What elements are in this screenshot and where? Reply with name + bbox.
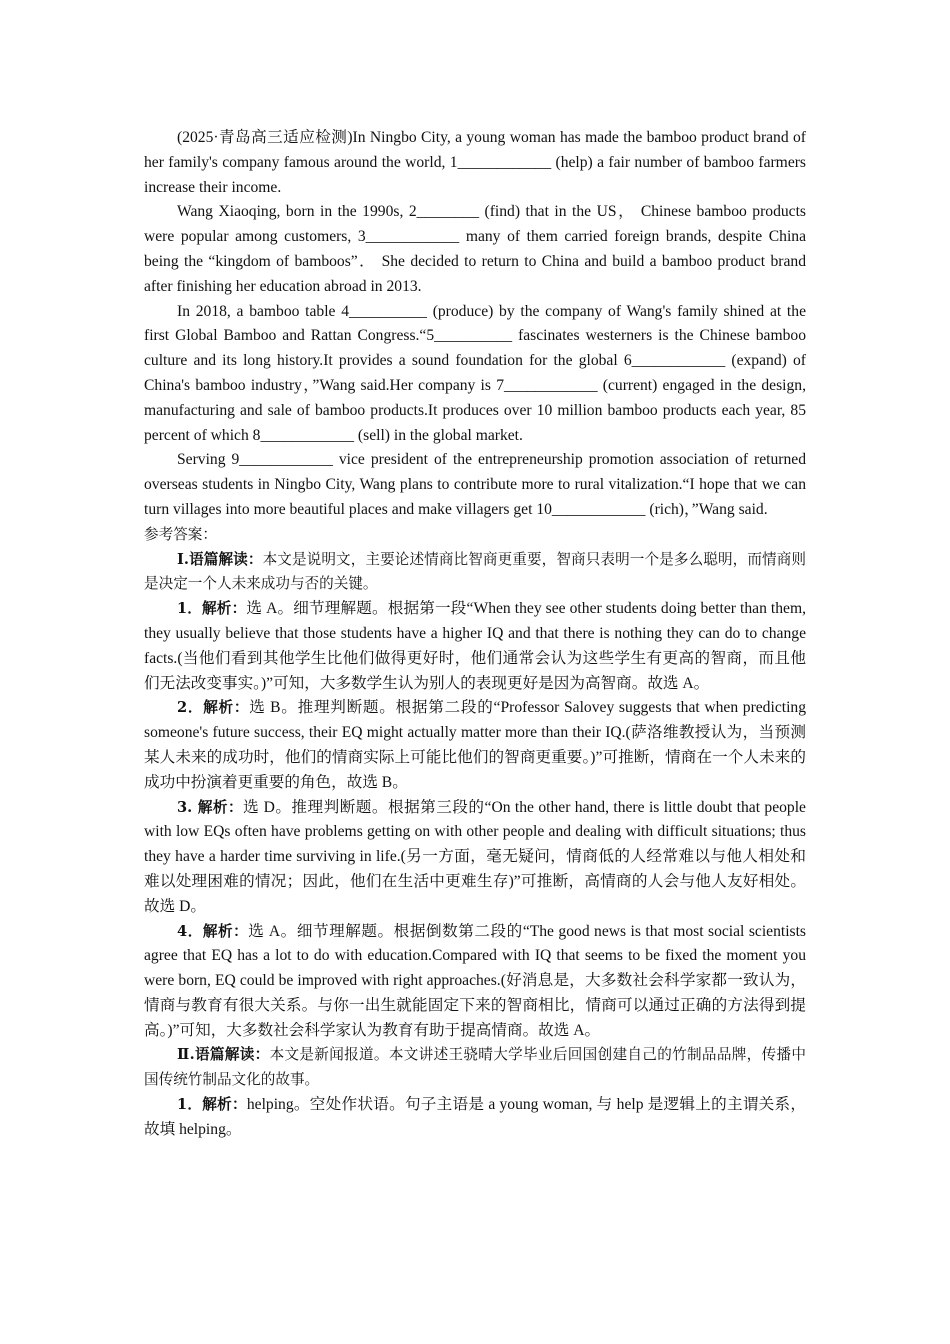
answers-heading: 参考答案： [144, 525, 217, 543]
answer-label: 2．解析： [177, 699, 250, 717]
part1-label: Ⅰ.语篇解读： [177, 550, 263, 568]
passage-paragraph-1: (2025·青岛高三适应检测)In Ningbo City, a young woman has made the bamboo product brand of her family's company famous around the world, 1____________ (help) a fair number of bamboo farmers increase their income. [144, 129, 806, 196]
part2-label: Ⅱ.语篇解读： [177, 1046, 270, 1064]
part1-reading-summary [144, 548, 806, 598]
answer-item-4 [144, 920, 806, 1044]
passage-paragraph-4: Serving 9____________ vice president of the entrepreneurship promotion association of returned overseas students in Ningbo City, Wang plans to contribute more to rural vitalization.“I hope that we can turn villages into more beautiful places and make villagers get 10____________ (rich)，”Wang said. [144, 451, 806, 518]
answer-text: helping。空处作状语。句子主语是 a young woman, 与 help 是逻辑上的主谓关系，故填 helping。 [144, 1096, 806, 1138]
answer-text: 选 A。细节理解题。根据第一段“When they see other students doing better than them, they usually believe that those students have a higher IQ and that there is nothing they can do to change facts.(当他们看到其他学生比他们做得更好时，他们通常会认为这些学生有更高的智商，而且他们无法改变事实。)”可知，大多数学生认为别人的表现更好是因为高智商。故选 A。 [144, 600, 807, 692]
answer-item-3 [144, 796, 806, 920]
answer-label: 4．解析： [177, 922, 249, 940]
answer-text: 选 A。细节理解题。根据倒数第二段的“The good news is that most social scientists agree that EQ has a lot to do with education.Compared with IQ that seems to be fixed the moment you were born, EQ could be improved with right approaches.(好消息是，大多数社会科学家都一致认为，情商与教育有很大关系。与你一出生就能固定下来的智商相比，情商可以通过正确的方法得到提高。)”可知，大多数社会科学家认为教育有助于提高情商。故选 A。 [144, 922, 806, 1039]
passage-paragraph-3: In 2018, a bamboo table 4__________ (produce) by the company of Wang's family shined at the first Global Bamboo and Rattan Congress.“5__________ fascinates westerners is the Chinese bamboo culture and its long history.It provides a sound foundation for the global 6____________ (expand) of China's bamboo industry，”Wang said.Her company is 7____________ (current) engaged in the design, manufacturing and sale of bamboo products.It produces over 10 million bamboo products each year, 85 percent of which 8____________ (sell) in the global market. [144, 302, 806, 444]
answer-text: 选 B。推理判断题。根据第二段的“Professor Salovey suggests that when predicting someone's future success, their EQ might actually matter more than their IQ.(萨洛维教授认为，当预测某人未来的成功时，他们的情商实际上可能比他们的智商更重要。)”可推断，情商在一个人未来的成功中扮演着更重要的角色，故选 B。 [144, 699, 806, 791]
answer-item-2-1 [144, 1093, 806, 1143]
answer-text: 选 D。推理判断题。根据第三段的“On the other hand, there is little doubt that people with low EQs often have problems getting on with other people and dealing with difficult situations; thus they have a harder time surviving in life.(另一方面，毫无疑问，情商低的人经常难以与他人相处和难以处理困难的情况；因此，他们在生活中更难生存)”可推断，高情商的人会与他人友好相处。故选 D。 [144, 798, 806, 915]
answer-label: 1．解析： [177, 600, 247, 618]
answer-item-1 [144, 597, 806, 696]
part2-reading-summary [144, 1043, 806, 1093]
part2-text: 本文是新闻报道。本文讲述王骁晴大学毕业后回国创建自己的竹制品品牌，传播中国传统竹制品文化的故事。 [144, 1046, 806, 1089]
part1-text: 本文是说明文，主要论述情商比智商更重要，智商只表明一个是多么聪明，而情商则是决定一个人未来成功与否的关键。 [144, 550, 806, 593]
answer-item-2 [144, 696, 806, 795]
passage-paragraph-2: Wang Xiaoqing, born in the 1990s, 2________ (find) that in the US， Chinese bamboo products were popular among customers, 3____________ many of them carried foreign brands, despite China being the “kingdom of bamboos”． She decided to return to China and build a bamboo product brand after finishing her education abroad in 2013. [144, 203, 806, 295]
answer-label: 3. 解析： [177, 798, 244, 816]
answer-label: 1．解析： [177, 1096, 247, 1114]
document-page [144, 126, 806, 1143]
